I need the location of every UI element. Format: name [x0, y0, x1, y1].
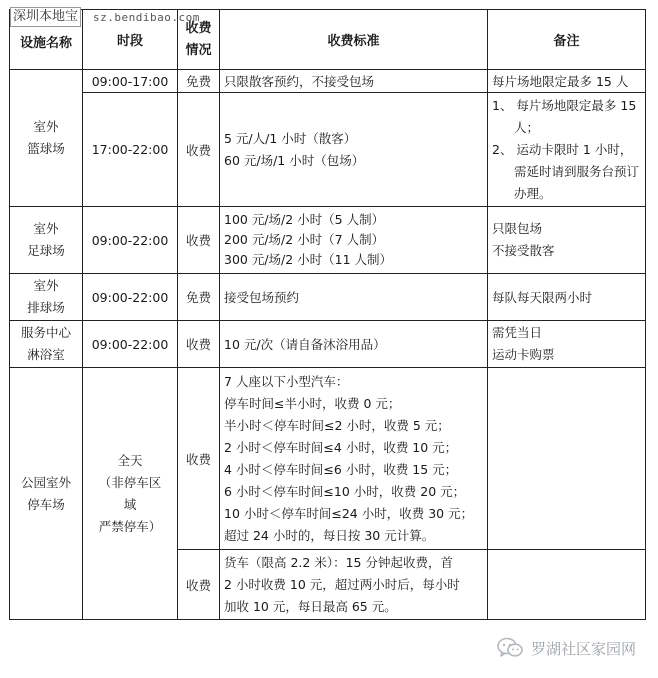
standard-line: 停车时间≤半小时，收费 0 元； [224, 395, 401, 411]
status-cell: 收费 [178, 321, 220, 368]
facility-name-line: 排球场 [27, 300, 65, 315]
standard-line: 4 小时＜停车时间≤6 小时，收费 15 元； [224, 461, 458, 477]
note-line: 运动卡购票 [492, 347, 555, 362]
notes-cell [488, 368, 646, 550]
header-notes: 备注 [488, 10, 646, 70]
facility-parking [10, 368, 83, 620]
time-cell: 09:00-22:00 [83, 207, 178, 274]
note-line: 不接受散客 [492, 243, 555, 258]
standard-line: 5 元/人/1 小时（散客） [224, 130, 357, 146]
table-row [10, 207, 646, 274]
standard-line: 2 小时＜停车时间≤4 小时，收费 10 元； [224, 439, 458, 455]
time-line: 全天 [117, 452, 143, 468]
standard-line: 加收 10 元，每日最高 65 元。 [224, 598, 397, 614]
standard-cell [220, 93, 488, 207]
table-row [10, 274, 646, 321]
facility-name-line: 室外 [33, 278, 59, 293]
header-time: 时段 [83, 10, 178, 70]
standard-cell: 接受包场预约 [220, 274, 488, 321]
table-row [10, 70, 646, 93]
status-cell: 免费 [178, 70, 220, 93]
facility-name-line: 足球场 [27, 243, 65, 258]
standard-line: 200 元/场/2 小时（7 人制） [224, 232, 385, 247]
notes-cell [488, 207, 646, 274]
standard-cell: 只限散客预约，不接受包场 [220, 70, 488, 93]
facility-name-line: 淋浴室 [27, 347, 65, 362]
header-standard: 收费标准 [220, 10, 488, 70]
facility-name-line: 服务中心 [20, 325, 71, 340]
standard-line: 超过 24 小时的，每日按 30 元计算。 [224, 527, 435, 543]
standard-line: 60 元/场/1 小时（包场） [224, 152, 365, 168]
status-cell: 免费 [178, 274, 220, 321]
status-cell: 收费 [178, 207, 220, 274]
status-cell: 收费 [178, 368, 220, 550]
facility-name-line: 室外 [33, 119, 59, 134]
bottom-watermark [497, 636, 636, 660]
time-line: 严禁停车） [98, 518, 162, 534]
facility-shower [10, 321, 83, 368]
standard-line: 100 元/场/2 小时（5 人制） [224, 212, 385, 227]
facility-volleyball [10, 274, 83, 321]
notes-cell [488, 93, 646, 207]
notes-cell: 每队每天限两小时 [488, 274, 646, 321]
facility-name-line: 室外 [33, 221, 59, 236]
notes-cell [488, 550, 646, 620]
standard-line: 10 小时＜停车时间≤24 小时，收费 30 元； [224, 505, 474, 521]
watermark-account-name: 罗湖社区家园网 [530, 639, 636, 658]
time-cell: 17:00-22:00 [83, 93, 178, 207]
standard-line: 6 小时＜停车时间≤10 小时，收费 20 元； [224, 483, 466, 499]
note-line: 只限包场 [492, 221, 543, 236]
facility-football [10, 207, 83, 274]
standard-cell [220, 550, 488, 620]
time-cell: 09:00-17:00 [83, 70, 178, 93]
standard-cell: 10 元/次（请自备沐浴用品） [220, 321, 488, 368]
facility-name-line: 公园室外 [20, 474, 71, 490]
note-line: 需凭当日 [492, 325, 543, 340]
time-cell: 09:00-22:00 [83, 321, 178, 368]
watermark-site-name: 深圳本地宝 [10, 7, 81, 27]
notes-cell: 每片场地限定最多 15 人 [488, 70, 646, 93]
table-row [10, 321, 646, 368]
standard-line: 7 人座以下小型汽车： [224, 373, 349, 389]
time-line: （非停车区 [98, 474, 162, 490]
notes-cell [488, 321, 646, 368]
standard-line: 300 元/场/2 小时（11 人制） [224, 252, 393, 267]
header-fee-status-line2: 情况 [185, 42, 212, 58]
status-cell: 收费 [178, 93, 220, 207]
time-cell: 09:00-22:00 [83, 274, 178, 321]
wechat-icon [497, 637, 523, 659]
note-item: 1、 每片场地限定最多 15 人； [492, 97, 637, 135]
standard-cell [220, 207, 488, 274]
facility-name-line: 篮球场 [27, 141, 65, 156]
note-item: 2、 运动卡限时 1 小时，需延时请到服务台预订办理。 [492, 141, 640, 201]
time-cell [83, 368, 178, 620]
facility-name-line: 停车场 [27, 496, 65, 512]
fee-standard-table [9, 9, 646, 620]
top-watermark [10, 7, 200, 27]
standard-line: 货车（限高 2.2 米）：15 分钟起收费，首 [224, 554, 453, 570]
table-row [10, 93, 646, 207]
watermark-site-url: sz.bendibao.com [93, 10, 200, 24]
status-cell: 收费 [178, 550, 220, 620]
header-facility: 设施名称 [10, 10, 83, 70]
facility-basketball [10, 70, 83, 207]
header-fee-status-line1: 收费 [185, 20, 212, 36]
standard-line: 2 小时收费 10 元，超过两小时后，每小时 [224, 576, 460, 592]
table-row [10, 368, 646, 550]
standard-cell [220, 368, 488, 550]
standard-line: 半小时＜停车时间≤2 小时，收费 5 元； [224, 417, 450, 433]
time-line: 域 [123, 496, 137, 512]
